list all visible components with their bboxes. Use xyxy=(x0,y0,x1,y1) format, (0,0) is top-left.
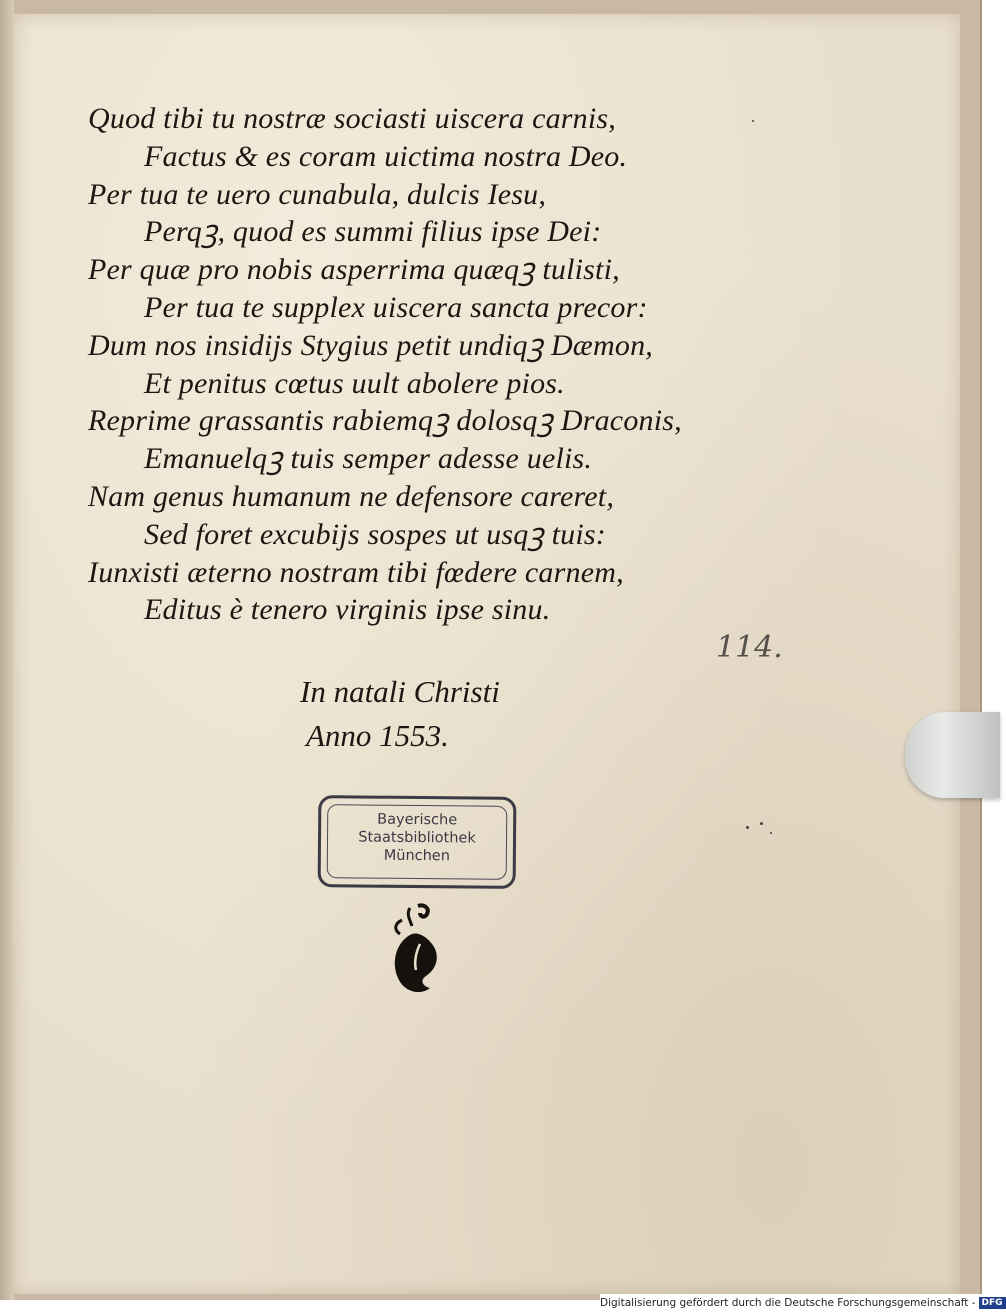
colophon xyxy=(300,670,700,758)
poem-line: Sed foret excubijs sospes ut usqꝫ tuis: xyxy=(144,517,606,551)
cover-edge xyxy=(0,0,14,1300)
footer-text: Digitalisierung gefördert durch die Deutsche Forschungsgemeinschaft - xyxy=(600,1297,976,1309)
poem-line: Et penitus cœtus uult abolere pios. xyxy=(144,366,565,400)
colophon-line-1: In natali Christi xyxy=(300,674,500,709)
poem-line: Nam genus humanum ne defensore careret, xyxy=(88,479,615,513)
poem-line: Per quæ pro nobis asperrima quæqꝫ tulisti, xyxy=(88,253,620,287)
poem-line: Perqꝫ, quod es summi filius ipse Dei: xyxy=(144,215,602,249)
poem-line: Reprime grassantis rabiemqꝫ dolosqꝫ Draconis, xyxy=(88,404,682,438)
digitization-footer xyxy=(600,1294,1003,1313)
poem-line: Dum nos insidijs Stygius petit undiqꝫ Dæmon, xyxy=(88,328,653,362)
library-stamp xyxy=(318,795,517,889)
page-clip-tab xyxy=(905,712,1000,798)
handwritten-page-number: 114. xyxy=(716,630,783,665)
stamp-line-2: Staatsbibliothek xyxy=(358,829,476,847)
poem-line: Per tua te supplex uiscera sancta precor: xyxy=(144,290,648,324)
poem-line: Quod tibi tu nostræ sociasti uiscera carnis, xyxy=(88,102,616,135)
poem-line: Factus & es coram uictima nostra Deo. xyxy=(144,139,628,173)
poem-line: Editus è tenero virginis ipse sinu. xyxy=(144,593,551,627)
colophon-line-2: Anno 1553. xyxy=(306,718,449,753)
stamp-line-3: München xyxy=(383,847,451,865)
leaf-ornament-icon xyxy=(380,900,450,1000)
dfg-logo: DFG xyxy=(979,1297,1006,1309)
poem-line: Emanuelqꝫ tuis semper adesse uelis. xyxy=(144,442,593,476)
poem-text xyxy=(88,100,808,629)
library-stamp-text xyxy=(327,804,508,880)
poem-line: Iunxisti æterno nostram tibi fœdere carnem, xyxy=(88,555,624,589)
poem-line: Per tua te uero cunabula, dulcis Iesu, xyxy=(88,177,547,211)
stamp-line-1: Bayerische xyxy=(377,811,458,829)
